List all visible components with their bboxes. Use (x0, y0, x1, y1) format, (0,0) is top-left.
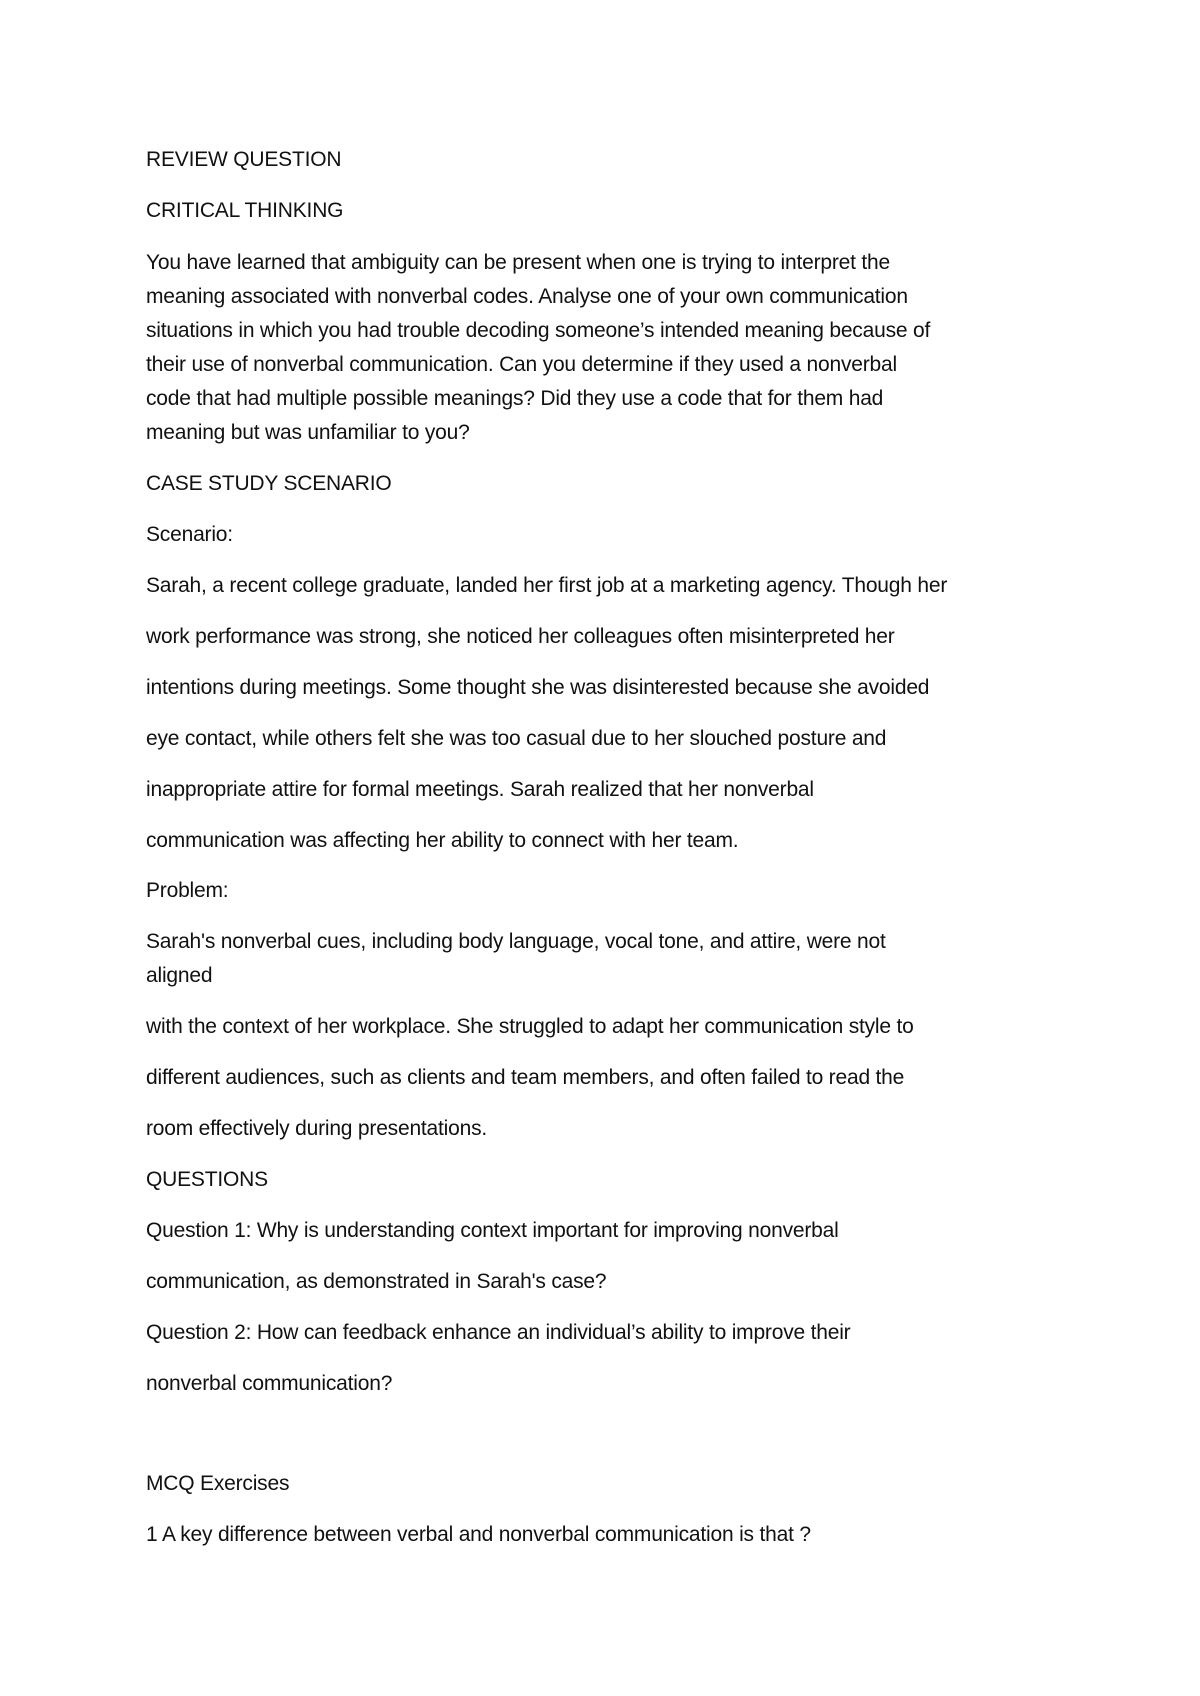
review-paragraph-line: code that had multiple possible meanings? Did they use a code that for them had (146, 387, 884, 410)
review-paragraph-line: meaning associated with nonverbal codes. Analyse one of your own communication (146, 285, 908, 308)
problem-line: with the context of her workplace. She struggled to adapt her communication style to (146, 1015, 914, 1038)
case-study-heading: CASE STUDY SCENARIO (146, 472, 392, 495)
question-line: communication, as demonstrated in Sarah's case? (146, 1270, 607, 1293)
review-paragraph-line: meaning but was unfamiliar to you? (146, 421, 470, 444)
scenario-label: Scenario: (146, 523, 233, 546)
scenario-line: communication was affecting her ability to connect with her team. (146, 829, 739, 852)
scenario-line: eye contact, while others felt she was too casual due to her slouched posture and (146, 727, 887, 750)
question-line: nonverbal communication? (146, 1372, 393, 1395)
problem-label: Problem: (146, 879, 229, 902)
question-line: Question 1: Why is understanding context important for improving nonverbal (146, 1219, 839, 1242)
problem-line: Sarah's nonverbal cues, including body language, vocal tone, and attire, were not (146, 930, 886, 953)
problem-line: room effectively during presentations. (146, 1117, 488, 1140)
mcq-heading: MCQ Exercises (146, 1472, 290, 1495)
scenario-line: work performance was strong, she noticed her colleagues often misinterpreted her (146, 625, 895, 648)
critical-thinking-heading: CRITICAL THINKING (146, 199, 344, 222)
problem-line: aligned (146, 964, 213, 987)
review-paragraph-line: situations in which you had trouble decoding someone’s intended meaning because of (146, 319, 931, 342)
question-line: Question 2: How can feedback enhance an individual’s ability to improve their (146, 1321, 851, 1344)
review-paragraph-line: their use of nonverbal communication. Can you determine if they used a nonverbal (146, 353, 897, 376)
problem-line: different audiences, such as clients and team members, and often failed to read the (146, 1066, 905, 1089)
scenario-line: intentions during meetings. Some thought she was disinterested because she avoided (146, 676, 930, 699)
scenario-line: inappropriate attire for formal meetings. Sarah realized that her nonverbal (146, 778, 814, 801)
review-paragraph-line: You have learned that ambiguity can be present when one is trying to interpret the (146, 251, 890, 274)
review-question-heading: REVIEW QUESTION (146, 148, 342, 171)
mcq-item: 1 A key difference between verbal and nonverbal communication is that ? (146, 1523, 811, 1546)
scenario-line: Sarah, a recent college graduate, landed her first job at a marketing agency. Though her (146, 574, 948, 597)
questions-heading: QUESTIONS (146, 1168, 268, 1191)
